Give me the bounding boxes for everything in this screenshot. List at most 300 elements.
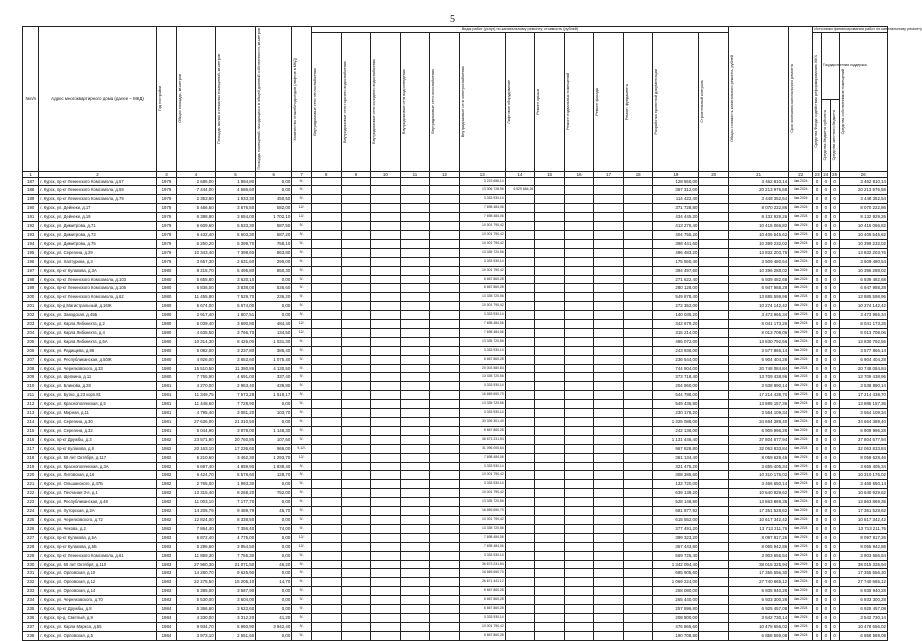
row-number: 209 — [23, 373, 39, 382]
common-area-cell: 0,00 — [256, 569, 292, 578]
control-cell — [699, 257, 729, 266]
work-lift-cell — [505, 533, 535, 542]
work-basement-cell — [564, 391, 594, 400]
work-elec-cell: 6 667 860,28 — [459, 426, 505, 435]
work-cold-cell — [371, 560, 401, 569]
work-facade-cell — [594, 186, 624, 195]
fund-local-cell: 0 — [830, 391, 839, 400]
work-facade-cell — [594, 177, 624, 186]
work-gas-cell — [430, 498, 460, 507]
common-area-cell: 41,20 — [256, 613, 292, 622]
work-gas-cell — [430, 560, 460, 569]
row-number: 217 — [23, 444, 39, 453]
work-elec-cell: 10 001 790,42 — [459, 266, 505, 275]
work-facade-cell — [594, 337, 624, 346]
deadline-cell: 4кв.2024 — [789, 320, 813, 329]
deadline-cell: 4кв.2024 — [789, 248, 813, 257]
work-facade-cell — [594, 284, 624, 293]
fund-federal-cell: 0 — [813, 471, 822, 480]
work-lift-cell — [505, 302, 535, 311]
common-area-cell: 103,70 — [256, 409, 292, 418]
control-cell — [699, 239, 729, 248]
fund-regional-cell: 0 — [822, 320, 831, 329]
fund-local-cell: 0 — [830, 400, 839, 409]
work-cold-cell — [371, 489, 401, 498]
work-hot-cell — [341, 293, 371, 302]
work-elec-cell: 7 698 484,06 — [459, 542, 505, 551]
work-hot-cell — [341, 373, 371, 382]
work-foundation-cell — [623, 382, 653, 391]
total-cost-cell: 13 863 869,36 — [728, 498, 788, 507]
fund-local-cell: 0 — [830, 311, 839, 320]
work-gas-cell — [430, 435, 460, 444]
fund-local-cell: 0 — [830, 195, 839, 204]
apartments-area-cell: 7 529,70 — [215, 293, 256, 302]
work-heat-cell — [312, 631, 342, 640]
work-hot-cell — [341, 204, 371, 213]
work-heat-cell — [312, 596, 342, 605]
work-foundation-cell — [623, 622, 653, 631]
deadline-cell: 4кв.2024 — [789, 524, 813, 533]
work-hot-cell — [341, 364, 371, 373]
floors-cell: 9/- — [292, 346, 312, 355]
work-heat-cell — [312, 257, 342, 266]
docs-cell: 495 072,00 — [653, 337, 699, 346]
work-lift-cell — [505, 328, 535, 337]
floors-cell: 9/- — [292, 195, 312, 204]
fund-owners-cell: 3 538 890,14 — [839, 382, 888, 391]
work-lift-cell — [505, 382, 535, 391]
common-area-cell: 850,30 — [256, 266, 292, 275]
work-lift-cell — [505, 605, 535, 614]
fund-federal-cell: 0 — [813, 213, 822, 222]
work-basement-cell — [564, 426, 594, 435]
address-cell: г. Курск, ул. Краснополянская, д.5 — [39, 400, 156, 409]
work-roof-cell — [535, 177, 565, 186]
work-elec-cell: 10 001 790,42 — [459, 239, 505, 248]
table-row — [23, 266, 888, 275]
work-gas-cell — [430, 302, 460, 311]
work-elec-cell: 3 333 930,14 — [459, 551, 505, 560]
floors-cell: 12/- — [292, 320, 312, 329]
work-lift-cell — [505, 284, 535, 293]
fund-federal-cell: 0 — [813, 480, 822, 489]
address-cell: г. Курск, пр-кт Ленинского Комсомола, д.103 — [39, 275, 156, 284]
work-basement-cell — [564, 578, 594, 587]
apartments-area-cell: 5 533,30 — [215, 222, 256, 231]
work-facade-cell — [594, 195, 624, 204]
work-elec-cell: 7 698 484,06 — [459, 453, 505, 462]
column-index: 24 — [823, 171, 829, 177]
deadline-cell: 4кв.2024 — [789, 177, 813, 186]
work-roof-cell — [535, 284, 565, 293]
column-index: 12 — [430, 171, 460, 177]
work-heat-cell — [312, 266, 342, 275]
work-sewer-cell — [400, 605, 430, 614]
apartments-area-cell: 5 495,80 — [215, 266, 256, 275]
work-elec-cell: 3 333 930,14 — [459, 195, 505, 204]
apartments-area-cell: 4 859,90 — [215, 462, 256, 471]
fund-local-cell: 0 — [830, 177, 839, 186]
total-area-cell: 7 864,40 — [177, 524, 215, 533]
work-sewer-cell — [400, 462, 430, 471]
common-area-cell: 687,20 — [256, 230, 292, 239]
column-index: 21 — [728, 171, 788, 177]
row-number: 226 — [23, 524, 39, 533]
common-area-cell: 0,00 — [256, 542, 292, 551]
year-cell: 1984 — [156, 631, 177, 640]
address-cell: г. Курск, ул. Черняховского, д.33 — [39, 364, 156, 373]
work-elec-cell: 3 333 930,14 — [459, 382, 505, 391]
work-hot-cell — [341, 462, 371, 471]
work-heat-cell — [312, 605, 342, 614]
deadline-cell: 4кв.2024 — [789, 533, 813, 542]
fund-owners-cell: 3 655 405,34 — [839, 462, 888, 471]
year-cell: 1982 — [156, 435, 177, 444]
header-work-elec: Внутридомовые сети электроснабжения — [460, 66, 465, 138]
table-row — [23, 337, 888, 346]
work-basement-cell — [564, 222, 594, 231]
control-cell — [699, 418, 729, 427]
work-cold-cell — [371, 275, 401, 284]
work-heat-cell — [312, 551, 342, 560]
address-cell: г. Курск, ул. Республиканская, д.48 — [39, 498, 156, 507]
table-row — [23, 391, 888, 400]
work-sewer-cell — [400, 355, 430, 364]
work-roof-cell — [535, 382, 565, 391]
control-cell — [699, 222, 729, 231]
work-hot-cell — [341, 195, 371, 204]
address-cell: г. Курск, ул. Краснополянская, д.3А — [39, 462, 156, 471]
docs-cell: 236 544,00 — [653, 355, 699, 364]
total-area-cell: 5 385,00 — [177, 587, 215, 596]
work-cold-cell — [371, 542, 401, 551]
fund-regional-cell: 0 — [822, 293, 831, 302]
apartments-area-cell: 8 268,20 — [215, 489, 256, 498]
fund-federal-cell: 0 — [813, 560, 822, 569]
work-basement-cell — [564, 364, 594, 373]
fund-federal-cell: 0 — [813, 622, 822, 631]
work-roof-cell — [535, 328, 565, 337]
docs-cell: 371 728,80 — [653, 204, 699, 213]
fund-federal-cell: 0 — [813, 186, 822, 195]
row-number: 230 — [23, 560, 39, 569]
apartments-area-cell: 7 755,30 — [215, 551, 256, 560]
total-area-cell: 11 003,10 — [177, 498, 215, 507]
floors-cell: 9/- — [292, 515, 312, 524]
work-roof-cell — [535, 213, 565, 222]
work-facade-cell — [594, 293, 624, 302]
work-basement-cell — [564, 435, 594, 444]
fund-federal-cell: 0 — [813, 551, 822, 560]
docs-cell: 175 550,40 — [653, 257, 699, 266]
fund-owners-cell: 8 097 817,26 — [839, 533, 888, 542]
work-cold-cell — [371, 337, 401, 346]
year-cell: 1980 — [156, 302, 177, 311]
docs-cell: 549 436,80 — [653, 400, 699, 409]
work-lift-cell — [505, 293, 535, 302]
common-area-cell: 0,00 — [256, 186, 292, 195]
row-number: 207 — [23, 355, 39, 364]
work-cold-cell — [371, 578, 401, 587]
table-row — [23, 284, 888, 293]
total-area-cell: 5 872,40 — [177, 533, 215, 542]
row-number: 193 — [23, 230, 39, 239]
year-cell: 1982 — [156, 489, 177, 498]
work-cold-cell — [371, 346, 401, 355]
control-cell — [699, 248, 729, 257]
total-cost-cell: 32 063 833,84 — [728, 444, 788, 453]
fund-federal-cell: 0 — [813, 498, 822, 507]
control-cell — [699, 328, 729, 337]
year-cell: 1979 — [156, 195, 177, 204]
work-elec-cell: 3 223 656,14 — [459, 177, 505, 186]
total-area-cell: 20 163,10 — [177, 444, 215, 453]
table-row — [23, 471, 888, 480]
total-area-cell: 14 205,79 — [177, 507, 215, 516]
work-cold-cell — [371, 596, 401, 605]
fund-federal-cell: 0 — [813, 453, 822, 462]
work-cold-cell — [371, 230, 401, 239]
control-cell — [699, 230, 729, 239]
docs-cell: 1 325 088,00 — [653, 418, 699, 427]
fund-regional-cell: 0 — [822, 613, 831, 622]
floors-cell: 9/- — [292, 222, 312, 231]
work-gas-cell — [430, 239, 460, 248]
work-foundation-cell — [623, 257, 653, 266]
fund-federal-cell: 0 — [813, 266, 822, 275]
work-roof-cell — [535, 587, 565, 596]
column-index: 1 — [23, 171, 39, 177]
total-cost-cell: 3 466 650,14 — [728, 480, 788, 489]
work-lift-cell — [505, 355, 535, 364]
work-hot-cell — [341, 337, 371, 346]
work-foundation-cell — [623, 453, 653, 462]
total-cost-cell: 3 509 480,54 — [728, 257, 788, 266]
work-basement-cell — [564, 213, 594, 222]
table-row — [23, 248, 888, 257]
column-index: 15 — [535, 171, 565, 177]
total-area-cell: 5 655,80 — [177, 275, 215, 284]
work-gas-cell — [430, 204, 460, 213]
common-area-cell: 107,60 — [256, 435, 292, 444]
work-foundation-cell — [623, 507, 653, 516]
address-cell: г. Курск, ул. Мирная, д.11 — [39, 409, 156, 418]
common-area-cell: 752,00 — [256, 489, 292, 498]
fund-owners-cell: 3 577 866,14 — [839, 346, 888, 355]
work-lift-cell — [505, 222, 535, 231]
floors-cell: 9/- — [292, 507, 312, 516]
work-cold-cell — [371, 400, 401, 409]
fund-owners-cell: 6 947 988,28 — [839, 284, 888, 293]
row-number: 206 — [23, 346, 39, 355]
fund-regional-cell: 0 — [822, 480, 831, 489]
control-cell — [699, 293, 729, 302]
total-area-cell: 5 530,00 — [177, 596, 215, 605]
fund-regional-cell: 0 — [822, 239, 831, 248]
fund-federal-cell: 0 — [813, 284, 822, 293]
fund-owners-cell: 8 070 222,86 — [839, 204, 888, 213]
fund-federal-cell: 0 — [813, 587, 822, 596]
address-cell: г. Курск, ул. Заводская, д.45Б — [39, 311, 156, 320]
column-index: 14 — [505, 171, 535, 177]
fund-federal-cell: 0 — [813, 631, 822, 640]
work-facade-cell — [594, 480, 624, 489]
fund-regional-cell: 0 — [822, 373, 831, 382]
work-sewer-cell — [400, 364, 430, 373]
total-cost-cell: 8 097 817,26 — [728, 533, 788, 542]
floors-cell: 9,12/- — [292, 444, 312, 453]
deadline-cell: 4кв.2024 — [789, 239, 813, 248]
work-elec-cell: 6 667 860,28 — [459, 631, 505, 640]
deadline-cell: 4кв.2024 — [789, 284, 813, 293]
work-basement-cell — [564, 346, 594, 355]
work-basement-cell — [564, 498, 594, 507]
row-number: 211 — [23, 391, 39, 400]
work-roof-cell — [535, 498, 565, 507]
work-elec-cell: 7 698 484,06 — [459, 328, 505, 337]
docs-cell: 967 828,80 — [653, 444, 699, 453]
work-cold-cell — [371, 569, 401, 578]
work-hot-cell — [341, 498, 371, 507]
fund-regional-cell: 0 — [822, 257, 831, 266]
work-facade-cell — [594, 622, 624, 631]
work-gas-cell — [430, 596, 460, 605]
fund-regional-cell: 0 — [822, 364, 831, 373]
work-elec-cell: 36 673 231,54 — [459, 435, 505, 444]
fund-owners-cell: 6 933 300,28 — [839, 596, 888, 605]
work-facade-cell — [594, 426, 624, 435]
fund-owners-cell: 10 478 656,02 — [839, 622, 888, 631]
fund-federal-cell: 0 — [813, 302, 822, 311]
table-row — [23, 195, 888, 204]
floors-cell: 12/- — [292, 204, 312, 213]
floors-cell: 9/- — [292, 409, 312, 418]
floors-cell: 9/- — [292, 284, 312, 293]
work-lift-cell — [505, 213, 535, 222]
work-elec-cell: 31 096 005,64 — [459, 444, 505, 453]
work-roof-cell — [535, 622, 565, 631]
work-hot-cell — [341, 391, 371, 400]
fund-owners-cell: 13 709 438,96 — [839, 373, 888, 382]
fund-owners-cell: 8 013 708,06 — [839, 328, 888, 337]
work-heat-cell — [312, 248, 342, 257]
deadline-cell: 4кв.2024 — [789, 480, 813, 489]
address-cell: г. Курск, ул. Черняховского, д.72 — [39, 515, 156, 524]
control-cell — [699, 391, 729, 400]
work-hot-cell — [341, 524, 371, 533]
total-cost-cell: 3 903 656,54 — [728, 551, 788, 560]
fund-regional-cell: 0 — [822, 507, 831, 516]
work-gas-cell — [430, 507, 460, 516]
work-sewer-cell — [400, 426, 430, 435]
fund-local-cell: 0 — [830, 382, 839, 391]
fund-local-cell: 0 — [830, 248, 839, 257]
work-facade-cell — [594, 587, 624, 596]
work-foundation-cell — [623, 346, 653, 355]
total-area-cell: 5 082,00 — [177, 346, 215, 355]
work-facade-cell — [594, 533, 624, 542]
fund-local-cell: 0 — [830, 569, 839, 578]
fund-regional-cell: 0 — [822, 489, 831, 498]
common-area-cell: 3 942,40 — [256, 622, 292, 631]
work-hot-cell — [341, 551, 371, 560]
table-row — [23, 533, 888, 542]
fund-local-cell: 0 — [830, 578, 839, 587]
work-roof-cell — [535, 337, 565, 346]
fund-local-cell: 0 — [830, 275, 839, 284]
work-roof-cell — [535, 204, 565, 213]
total-cost-cell: 20 213 976,58 — [728, 186, 788, 195]
row-number: 232 — [23, 578, 39, 587]
deadline-cell: 4кв.2024 — [789, 596, 813, 605]
deadline-cell: 4кв.2024 — [789, 578, 813, 587]
work-hot-cell — [341, 444, 371, 453]
work-hot-cell — [341, 471, 371, 480]
total-cost-cell: 6 935 940,28 — [728, 587, 788, 596]
docs-cell: 394 497,60 — [653, 266, 699, 275]
work-basement-cell — [564, 613, 594, 622]
column-index: 20 — [699, 171, 729, 177]
work-elec-cell: 10 001 790,42 — [459, 302, 505, 311]
control-cell — [699, 480, 729, 489]
common-area-cell: 0,00 — [256, 311, 292, 320]
work-gas-cell — [430, 542, 460, 551]
fund-regional-cell: 0 — [822, 391, 831, 400]
total-cost-cell: 10 399 232,02 — [728, 239, 788, 248]
docs-cell: 685 905,60 — [653, 569, 699, 578]
work-heat-cell — [312, 453, 342, 462]
deadline-cell: 4кв.2024 — [789, 613, 813, 622]
total-cost-cell: 27 740 665,12 — [728, 578, 788, 587]
work-gas-cell — [430, 418, 460, 427]
work-gas-cell — [430, 444, 460, 453]
header-fund-owners: Средства собственников помещений — [840, 69, 845, 135]
deadline-cell: 4кв.2024 — [789, 551, 813, 560]
deadline-cell: 4кв.2024 — [789, 409, 813, 418]
work-cold-cell — [371, 605, 401, 614]
work-heat-cell — [312, 587, 342, 596]
work-elec-cell: 10 001 790,42 — [459, 222, 505, 231]
common-area-cell: 758,10 — [256, 239, 292, 248]
column-index: 23 — [814, 171, 820, 177]
work-facade-cell — [594, 320, 624, 329]
work-foundation-cell — [623, 391, 653, 400]
apartments-area-cell: 8 426,00 — [215, 337, 256, 346]
row-number: 210 — [23, 382, 39, 391]
work-cold-cell — [371, 551, 401, 560]
total-area-cell: 5 296,60 — [177, 542, 215, 551]
work-cold-cell — [371, 444, 401, 453]
total-cost-cell: 3 473 965,34 — [728, 311, 788, 320]
fund-local-cell: 0 — [830, 320, 839, 329]
deadline-cell: 4кв.2024 — [789, 444, 813, 453]
table-row — [23, 320, 888, 329]
control-cell — [699, 605, 729, 614]
address-cell: г. Курск, ул. Димитрова, д.71 — [39, 222, 156, 231]
address-cell: г. Курск, ул. 50 лет Октября, д.110 — [39, 560, 156, 569]
work-sewer-cell — [400, 533, 430, 542]
table-row — [23, 204, 888, 213]
work-heat-cell — [312, 480, 342, 489]
work-cold-cell — [371, 533, 401, 542]
fund-local-cell: 0 — [830, 631, 839, 640]
fund-local-cell: 0 — [830, 542, 839, 551]
work-hot-cell — [341, 355, 371, 364]
work-elec-cell: 13 335 720,56 — [459, 337, 505, 346]
fund-local-cell: 0 — [830, 480, 839, 489]
total-cost-cell: 8 059 628,46 — [728, 453, 788, 462]
